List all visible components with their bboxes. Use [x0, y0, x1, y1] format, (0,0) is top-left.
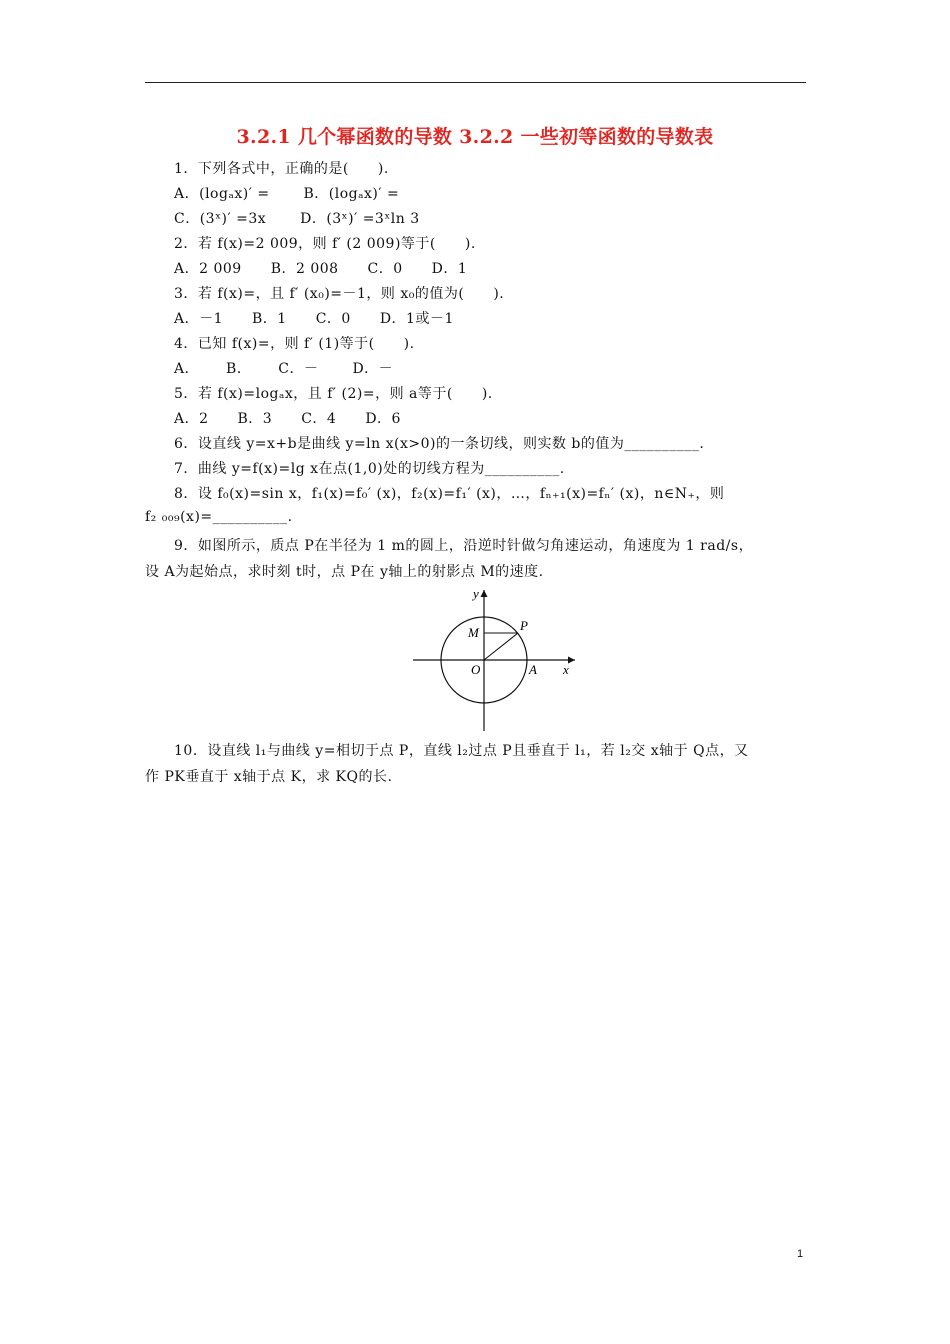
q1-stem: 1．下列各式中，正确的是( ).: [174, 161, 389, 177]
q8-stem: 8．设 f₀(x)=sin x，f₁(x)=f₀′ (x)，f₂(x)=f₁′ (x)，…，fₙ₊₁(x)=fₙ′ (x)，n∈N₊，则: [174, 486, 725, 502]
q10-stem-cont: 作 PK垂直于 x轴于点 K，求 KQ的长.: [145, 769, 393, 785]
q5-options: A．2 B．3 C．4 D．6: [174, 411, 401, 427]
q9-stem-cont: 设 A为起始点，求时刻 t时，点 P在 y轴上的射影点 M的速度.: [145, 564, 544, 580]
q1-options-ab: A．(logₐx)′ = B．(logₐx)′ =: [174, 186, 400, 202]
q4-stem: 4．已知 f(x)=，则 f′ (1)等于( ).: [174, 336, 415, 352]
label-x: x: [563, 662, 569, 677]
circle-diagram: [405, 586, 585, 734]
label-p: P: [520, 618, 528, 633]
label-m: M: [468, 625, 479, 640]
q2-stem: 2．若 f(x)=2 009，则 f′ (2 009)等于( ).: [174, 236, 476, 252]
q6-stem: 6．设直线 y=x+b是曲线 y=ln x(x>0)的一条切线，则实数 b的值为__________.: [174, 436, 705, 452]
label-a: A: [529, 662, 537, 677]
header-rule: [145, 82, 806, 83]
q5-stem: 5．若 f(x)=logₐx，且 f′ (2)=，则 a等于( ).: [174, 386, 493, 402]
q4-options: A． B． C．－ D．－: [174, 361, 394, 377]
q3-options: A．－1 B．1 C．0 D．1或－1: [174, 311, 454, 327]
circle-figure: [405, 586, 585, 734]
q2-options: A．2 009 B．2 008 C．0 D．1: [174, 261, 468, 277]
q1-options-cd: C．(3ˣ)′ =3x D．(3ˣ)′ =3ˣln 3: [174, 211, 420, 227]
q3-stem: 3．若 f(x)=，且 f′ (x₀)=－1，则 x₀的值为( ).: [174, 286, 505, 302]
q9-stem: 9．如图所示，质点 P在半径为 1 m的圆上，沿逆时针做匀角速运动，角速度为 1 rad/s，: [174, 538, 754, 554]
q7-stem: 7．曲线 y=f(x)=lg x在点(1,0)处的切线方程为__________.: [174, 461, 565, 477]
label-o: O: [471, 662, 481, 677]
q8-stem-cont: f₂ ₀₀₉(x)=__________.: [145, 509, 293, 525]
page-title: 3.2.1 几个幂函数的导数 3.2.2 一些初等函数的导数表: [236, 126, 714, 148]
radius-op: [484, 633, 518, 660]
label-y: y: [473, 586, 479, 601]
page-number: 1: [797, 1248, 804, 1260]
q10-stem: 10．设直线 l₁与曲线 y=相切于点 P，直线 l₂过点 P且垂直于 l₁，若 l₂交 x轴于 Q点，又: [174, 743, 749, 759]
